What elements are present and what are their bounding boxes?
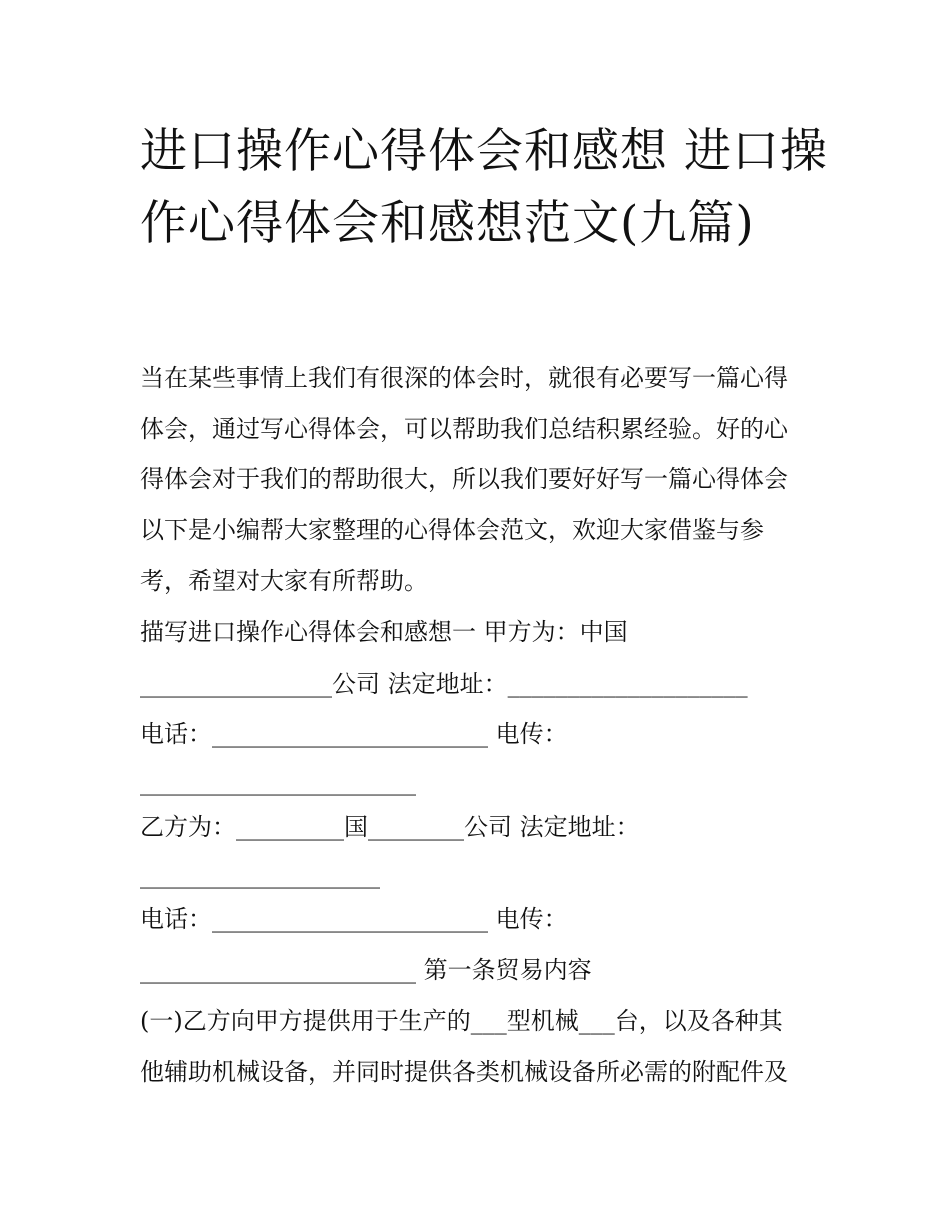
paragraph-line: 电话：_______________________ 电传： bbox=[140, 905, 568, 933]
paragraph-line: 考，希望对大家有所帮助。 bbox=[140, 567, 428, 595]
paragraph-line: 乙方为：_________国________公司 法定地址： bbox=[140, 813, 640, 841]
paragraph-line: _______________________ 第一条贸易内容 bbox=[140, 956, 592, 984]
paragraph-line: _______________________ bbox=[140, 768, 416, 796]
paragraph-line: ________________公司 法定地址：____________________ bbox=[140, 670, 748, 698]
paragraph-line: 得体会对于我们的帮助很大，所以我们要好好写一篇心得体会 bbox=[140, 465, 788, 493]
document-title: 进口操作心得体会和感想 进口操作心得体会和感想范文(九篇) bbox=[140, 124, 828, 251]
paragraph-line: 电话：_______________________ 电传： bbox=[140, 720, 568, 748]
paragraph-line: 他辅助机械设备，并同时提供各类机械设备所必需的附配件及 bbox=[140, 1058, 788, 1086]
paragraph-line: 描写进口操作心得体会和感想一 甲方为：中国 bbox=[140, 618, 628, 646]
paragraph-line: 以下是小编帮大家整理的心得体会范文，欢迎大家借鉴与参 bbox=[140, 516, 764, 544]
paragraph-line: (一)乙方向甲方提供用于生产的___型机械___台，以及各种其 bbox=[140, 1007, 783, 1035]
paragraph-line: 当在某些事情上我们有很深的体会时，就很有必要写一篇心得 bbox=[140, 364, 788, 392]
paragraph-line: ____________________ bbox=[140, 861, 380, 889]
paragraph-line: 体会，通过写心得体会，可以帮助我们总结积累经验。好的心 bbox=[140, 415, 788, 443]
